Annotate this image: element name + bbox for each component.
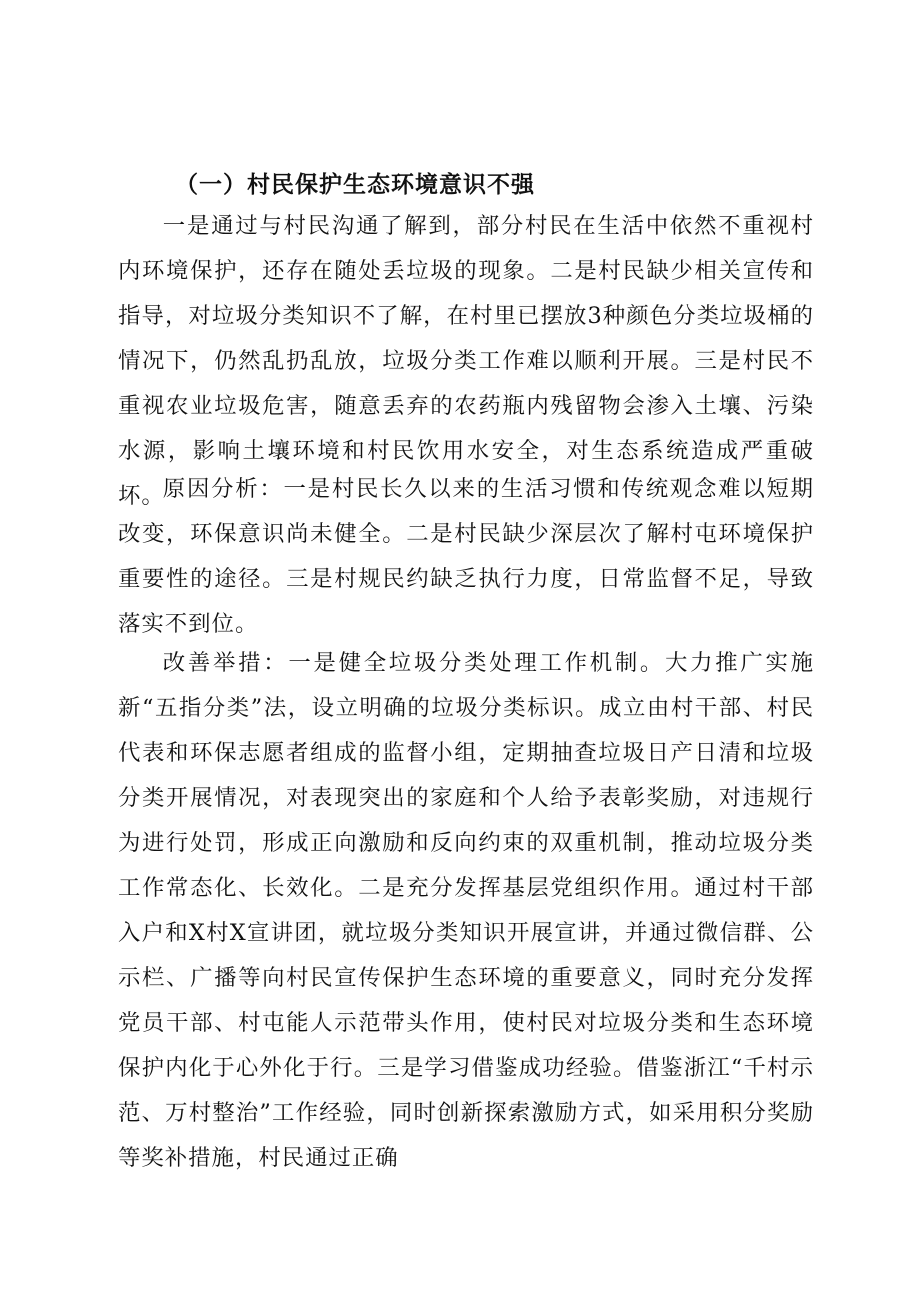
section-heading: （一）村民保护生态环境意识不强 (175, 171, 535, 198)
paragraph-problem: 一是通过与村民沟通了解到，部分村民在生活中依然不重视村内环境保护，还存在随处丢垃圾的现象。二是村民缺少相关宣传和指导，对垃圾分类知识不了解，在村里已摆放3种颜色分类垃圾桶的情况下，仍然乱扔乱放，垃圾分类工作难以顺利开展。三是村民不重视农业垃圾危害，随意丢弃的农药瓶内残留物会渗入土壤、污染水源，影响土壤环境和村民饮用水安全，对生态系统造成严重破坏。 (118, 213, 814, 509)
paragraph-improvement-measures: 改善举措：一是健全垃圾分类处理工作机制。大力推广实施新“五指分类”法，设立明确的垃圾分类标识。成立由村干部、村民代表和环保志愿者组成的监督小组，定期抽查垃圾日产日清和垃圾分类开展情况，对表现突出的家庭和个人给予表彰奖励，对违规行为进行处罚，形成正向激励和反向约束的双重机制，推动垃圾分类工作常态化、长效化。二是充分发挥基层党组织作用。通过村干部入户和X村X宣讲团，就垃圾分类知识开展宣讲，并通过微信群、公示栏、广播等向村民宣传保护生态环境的重要意义，同时充分发挥党员干部、村屯能人示范带头作用，使村民对垃圾分类和生态环境保护内化于心外化于行。三是学习借鉴成功经验。借鉴浙江“千村示范、万村整治”工作经验，同时创新探索激励方式，如采用积分奖励等奖补措施，村民通过正确 (118, 650, 814, 1171)
paragraph-cause-analysis: 原因分析：一是村民长久以来的生活习惯和传统观念难以短期改变，环保意识尚未健全。二是村民缺少深层次了解村屯环境保护重要性的途径。三是村规民约缺乏执行力度，日常监督不足，导致落实不到位。 (118, 476, 814, 637)
